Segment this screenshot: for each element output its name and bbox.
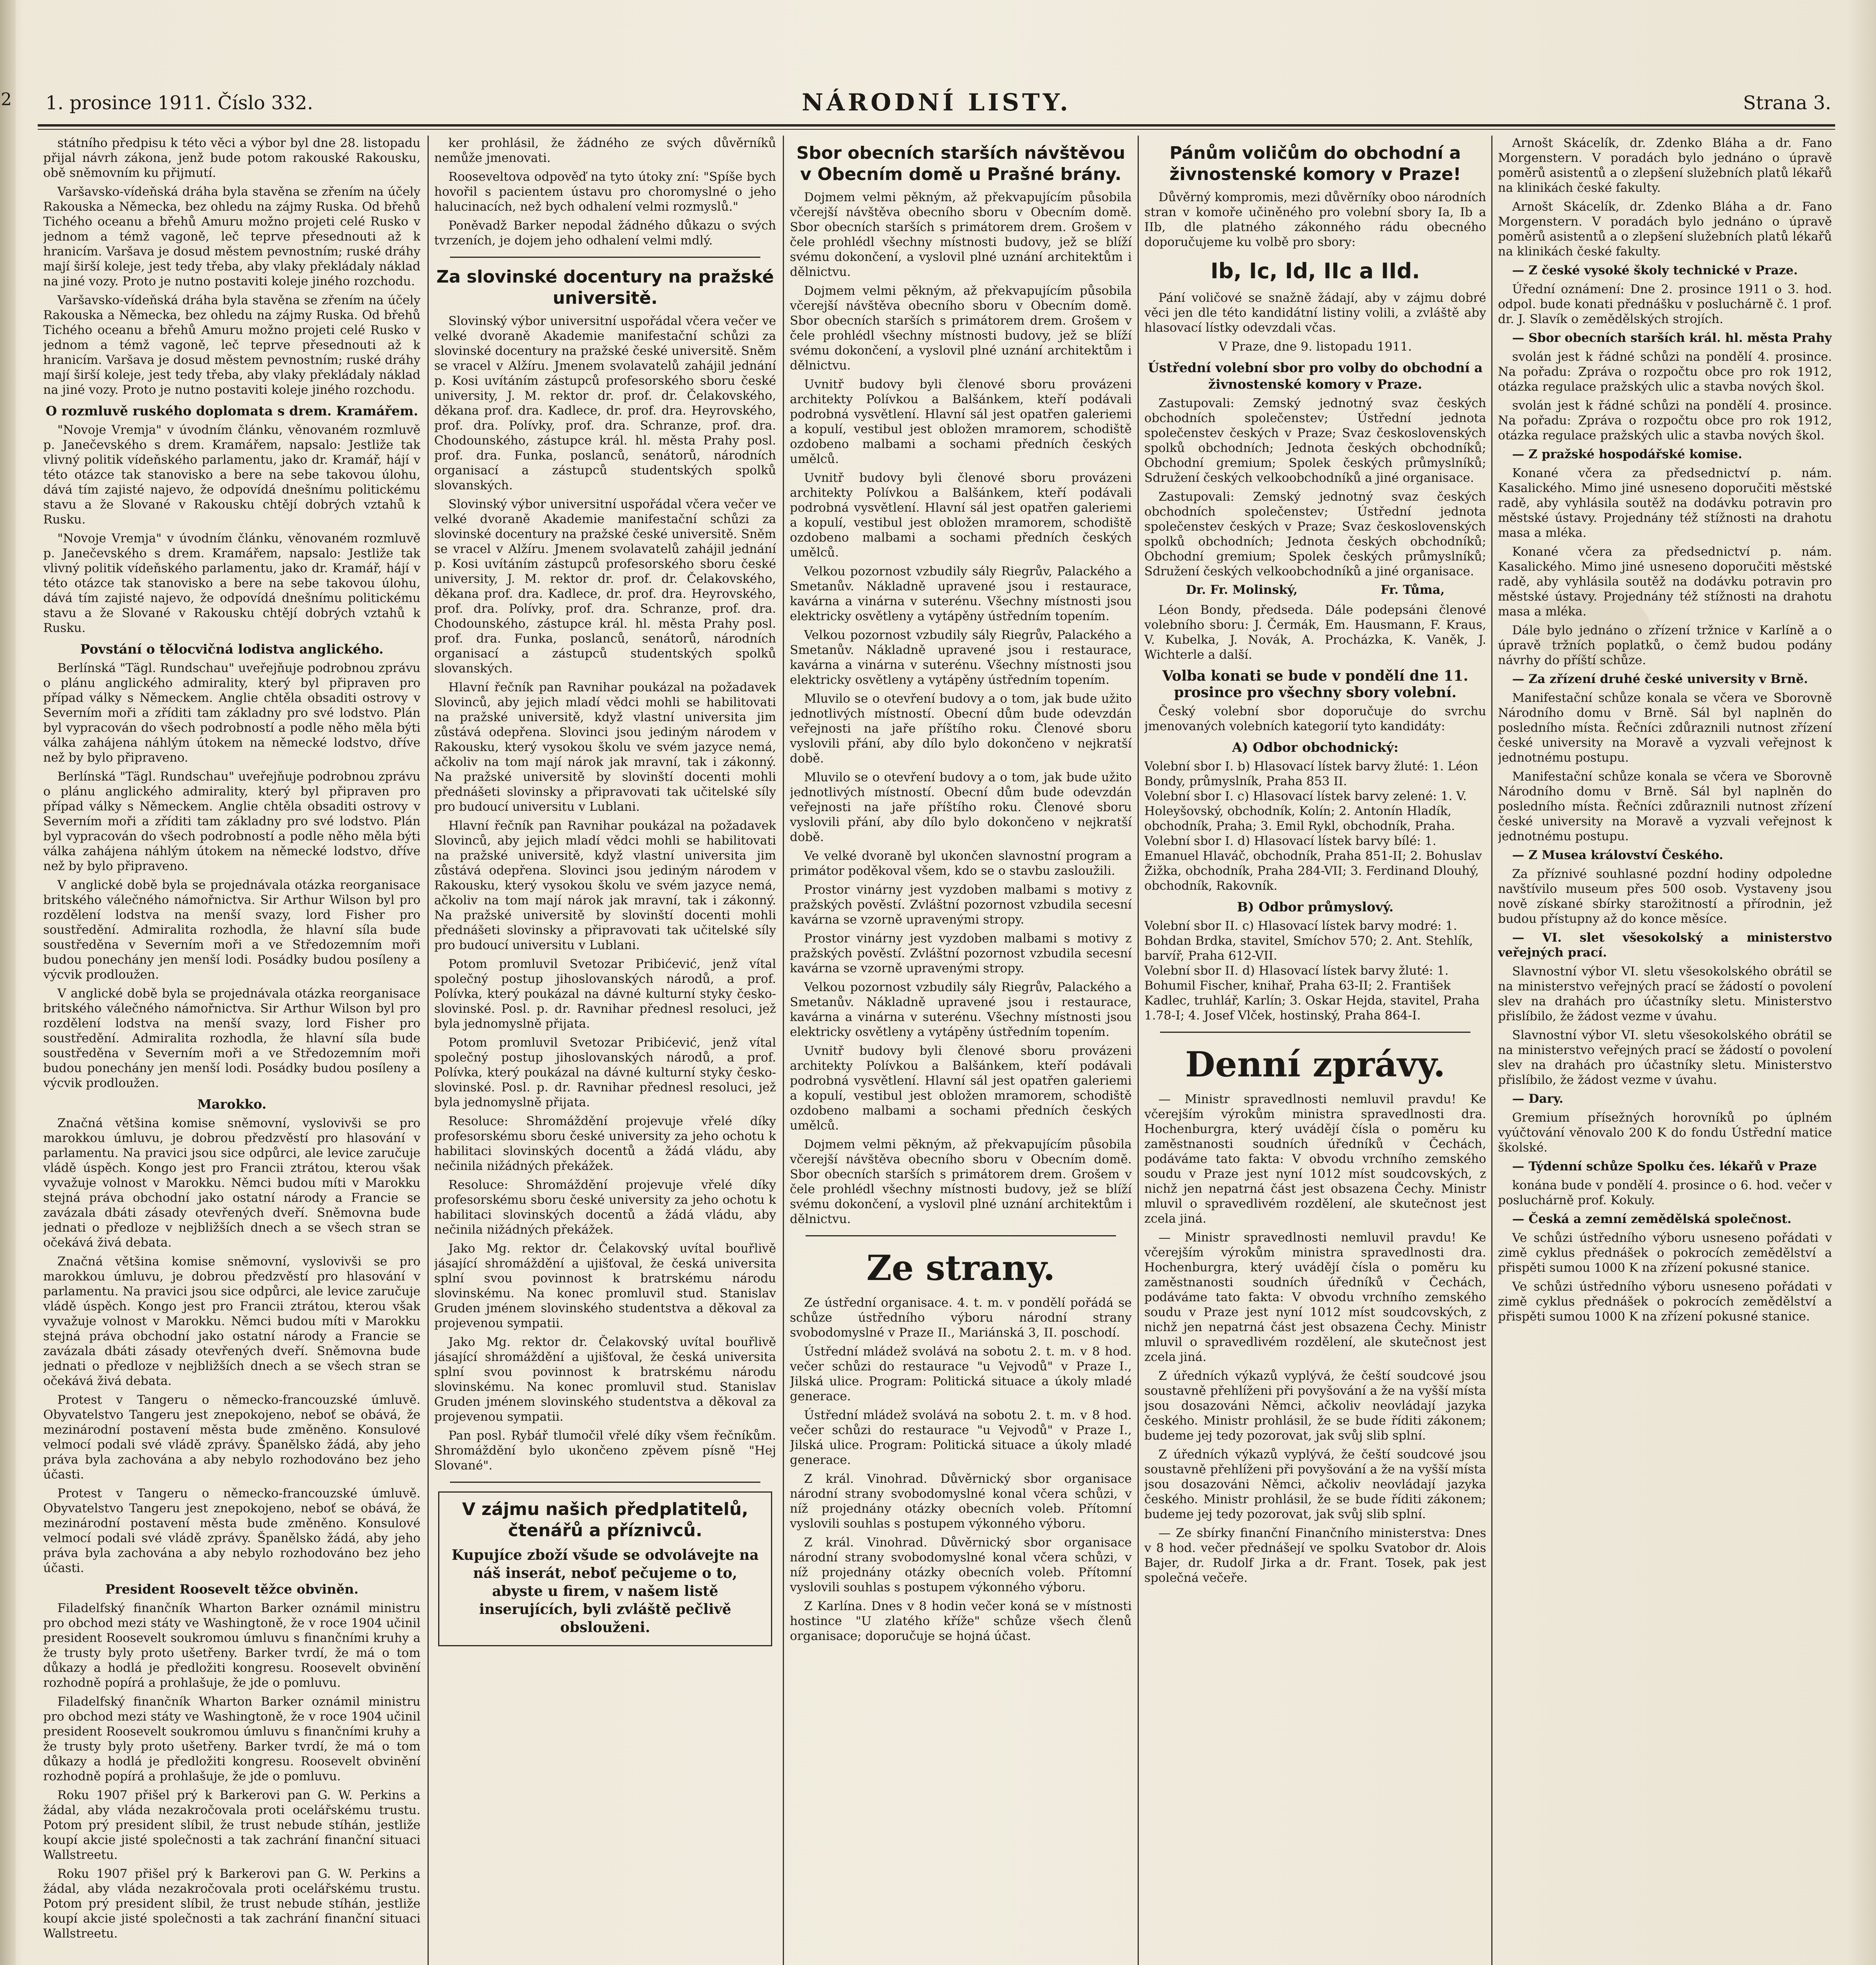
election-heading: Pánům voličům do obchodní a živnostenské komory v Praze!	[1169, 143, 1461, 184]
article-text: Z úředních výkazů vyplývá, že čeští soudcové jsou soustavně přehlíženi při povyšování a že na vyšší místa jsou dosazováni Němci, ačkoliv neovládají jazyka českého. Ministr prohlásil, že se bude říditi zákonem; budeme jej tedy pozorovat, jak svůj slib splní.	[1144, 1447, 1486, 1521]
article-heading: Za slovinské docentury na pražské universitě.	[436, 267, 774, 308]
article-text: Ve schůzi ústředního výboru usneseno pořádati v zimě cyklus přednášek o pokrocích zemědělství a přispěti sumou 1000 K na zřízení pokusné stanice.	[1498, 1280, 1832, 1324]
article-heading: Povstání o tělocvičná lodistva anglického.	[80, 641, 384, 657]
article-text: Roku 1907 přišel prý k Barkerovi pan G. W. Perkins a žádal, aby vláda nezakročovala proti ocelářskému trustu. Potom prý president slíbil, že trust nebude stíhán, jestliže koupí akcie jisté společnosti a tak zachrání finanční situaci Wallstreetu.	[43, 1867, 420, 1941]
article-text: Zastupovali: Zemský jednotný svaz českých obchodních společenstev; Ústřední jednota společenstev českých v Praze; Svaz československých spolků obchodních; Jednota českých obchodníků; Obchodní gremium; Spolek českých průmyslníků; Sdružení českých velkoobchodníků a jiné organisace.	[1144, 396, 1486, 485]
article-text: Mluvilo se o otevření budovy a o tom, jak bude užito jednotlivých místností. Obecní dům bude odevzdán veřejnosti na jaře příštího roku. Členové sboru vyslovili přání, aby dílo bylo dokončeno v nejkratší době.	[790, 770, 1132, 844]
article-text: Velkou pozornost vzbudily sály Riegrův, Palackého a Smetanův. Nákladně upravené jsou i restaurace, kavárna a vinárna v suterénu. Všechny místnosti jsou elektricky osvětleny a vytápěny ústředním topením.	[790, 628, 1132, 687]
article-text: Slavnostní výbor VI. sletu všesokolského obrátil se na ministerstvo veřejných prací se žádostí o povolení slev na drahách pro účastníky sletu. Ministerstvo přislíbilo, že žádost vezme v úvahu.	[1498, 1028, 1832, 1087]
article-text: Z Karlína. Dnes v 8 hodin večer koná se v místnosti hostince "U zlatého kříže" schůze všech členů organisace; doporučuje se hojná účast.	[790, 1599, 1132, 1643]
article-text: Ústřední mládež svolává na sobotu 2. t. m. v 8 hod. večer schůzi do restaurace "u Vejvodů" v Praze I., Jilská ulice. Program: Politická situace a úkoly mladé generace.	[790, 1344, 1132, 1403]
date-line: V Praze, dne 9. listopadu 1911.	[1219, 340, 1412, 354]
header-rule	[38, 129, 1835, 130]
article-text: Manifestační schůze konala se včera ve Sborovně Národního domu v Brně. Sál byl naplněn do posledního místa. Řečníci zdůraznili nutnost zřízení české university na Moravě a vyzvali veřejnost k jednotnému postupu.	[1498, 691, 1832, 765]
column-1	[43, 136, 420, 1965]
previous-page-edge	[0, 0, 16, 1965]
candidate-list: Volební sbor II. d) Hlasovací lístek barvy žluté: 1. Bohumil Fischer, knihař, Praha 63-II; 2. František Kadlec, truhlář, Karlín; 3. Oskar Hejda, stavitel, Praha 1.78-I; 4. Josef Vlček, hostinský, Praha 864-I.	[1144, 964, 1480, 1023]
article-text: Úřední oznámení: Dne 2. prosince 1911 o 3. hod. odpol. bude konati přednášku v posluchárně č. 1 prof. dr. J. Slavík o zemědělských strojích.	[1498, 282, 1832, 326]
article-text: Protest v Tangeru o německo-francouzské úmluvě. Obyvatelstvo Tangeru jest znepokojeno, neboť se obává, že mezinárodní postavení města bude změněno. Konsulové velmocí podali své vládě zprávy. Španělsko žádá, aby jeho práva byla zachována a aby nebylo rozhodováno bez jeho účasti.	[43, 1393, 420, 1482]
article-text: Berlínská "Tägl. Rundschau" uveřejňuje podrobnou zprávu o plánu anglického admirality, který byl připraven pro případ války s Německem. Anglie chtěla obsaditi ostrovy v Severním moři a zříditi tam základny pro své lodstvo. Plán byl vypracován do všech podrobností a podle něho měla býti válka zahájena náhlým útokem na německé lodstvo, dříve než by bylo připraveno.	[43, 769, 420, 873]
article-text: Prostor vinárny jest vyzdoben malbami s motivy z pražských pověstí. Zvláštní pozornost vzbudila secesní kavárna se vzorně upravenými stropy.	[790, 883, 1132, 927]
article-heading: President Roosevelt těžce obviněn.	[105, 1581, 359, 1597]
election-date-heading: Volba konati se bude v pondělí dne 11. prosince pro všechny sbory volební.	[1162, 668, 1468, 701]
article-text: Důvěrný kompromis, mezi důvěrníky oboo národních stran v komoře učiněného pro volební sbory Ia, Ib a IIb, dle platného zákonného rádu obecného doporučujeme ku volbě pro sbory:	[1144, 190, 1486, 249]
article-text: Z úředních výkazů vyplývá, že čeští soudcové jsou soustavně přehlíženi při povyšování a že na vyšší místa jsou dosazováni Němci, ačkoliv neovládají jazyka českého. Ministr prohlásil, že se bude říditi zákonem; budeme jej tedy pozorovat, jak svůj slib splní.	[1144, 1369, 1486, 1443]
candidate-list: Volební sbor I. d) Hlasovací lístek barvy bílé: 1. Emanuel Hlaváč, obchodník, Praha 851-II; 2. Bohuslav Žižka, obchodník, Praha 284-VII; 3. Ferdinand Dlouhý, obchodník, Rakovník.	[1144, 834, 1482, 893]
notice-text: Kupujíce zboží všude se odvolávejte na náš inserát, neboť pečujeme o to, abyste u firem, v našem listě inserujících, byli zvláště pečlivě obslouženi.	[452, 1547, 759, 1636]
article-text: Slovinský výbor universitní uspořádal včera večer ve velké dvoraně Akademie manifestační schůzi za slovinské docentury na pražské české universitě. Sněm se vracel v Alžíru. Jmenem svolavatelů zahájil jednání p. Kosi uvítáním zástupců profesorského sboru české university, J. M. rektor dr. prof. dr. Čelakovského, děkana prof. dra. Kadlece, dr. prof. dra. Heyrovského, prof. dra. Polívky, prof. dra. Schranze, prof. dra. Chodounského, zástupce král. hl. města Prahy posl. prof. dra. Funka, poslanců, senátorů, národních organisací a zástupců studentských spolků slovanských.	[434, 314, 776, 492]
section-divider	[806, 1235, 1116, 1236]
news-heading: — Česká a zemní zemědělská společnost.	[1512, 1212, 1792, 1226]
committee-name: Ústřední volební sbor pro volby do obchodní a živnostenské komory v Praze.	[1147, 360, 1483, 392]
candidate-list: Volební sbor II. c) Hlasovací lístek barvy modré: 1. Bohdan Brdka, stavitel, Smíchov 570; 2. Ant. Stehlík, barvíř, Praha 612-VII.	[1144, 919, 1473, 963]
section-heading-ze-strany: Ze strany.	[866, 1247, 1055, 1288]
article-text: Konané včera za předsednictví p. nám. Kasalického. Mimo jiné usneseno doporučiti městské radě, aby vyhlásila soutěž na dodávku potravin pro městské ústavy. Projednány též stížnosti na drahotu masa a mléka.	[1498, 466, 1832, 540]
article-text: Český volební sbor doporučuje do svrchu jmenovaných volebních kategorií tyto kandidáty:	[1144, 704, 1486, 733]
article-text: konána bude v pondělí 4. prosince o 6. hod. večer v posluchárně prof. Kokuly.	[1498, 1178, 1832, 1207]
column-divider	[428, 136, 429, 1965]
article-text: státního předpisu k této věci a výbor byl dne 28. listopadu přijal návrh zákona, jenž bude potom rakouské Rakousku, obě sněmovním ku přijmutí.	[43, 136, 420, 180]
article-text: Léon Bondy, předseda. Dále podepsáni členové volebního sboru: J. Čermák, Em. Hausmann, F. Kraus, V. Kubelka, J. Novák, A. Procházka, K. Vaněk, J. Wichterle a další.	[1144, 603, 1486, 662]
news-heading: — Z pražské hospodářské komise.	[1512, 447, 1742, 461]
article-text: "Novoje Vremja" v úvodním článku, věnovaném rozmluvě p. Janečevského s drem. Kramářem, napsalo: Jestliže tak vlivný politik vídeňského parlamentu, jako dr. Kramář, hájí v této otázce tak stanovisko a bere na sebe takovou úlohu, dává tím zajisté najevo, že odpovídá dnešnímu politickému stavu a že Slované v Rakousku chtějí dobrých vztahů k Rusku.	[43, 423, 420, 527]
article-text: — Ministr spravedlnosti nemluvil pravdu! Ke včerejším výrokům ministra spravedlnosti dra. Hochenburgra, který uvádějí čísla o poměru ku zaměstnanosti soudních úředníků v Čechách, podáváme tato fakta: V obvodu vrchního zemského soudu v Praze jest nyní 1012 míst soudcovských, z nichž jen nepatrná část jest obsazena Čechy. Ministr mluvil o spravedlivém rozdělení, ale skutečnost jest zcela jiná.	[1144, 1230, 1486, 1364]
edge-page-number: 2	[1, 90, 12, 110]
article-text: Jako Mg. rektor dr. Čelakovský uvítal bouřlivě jásající shromáždění a ujišťoval, že česká universita splní svou povinnost k bratrskému národu slovinskému. Na konec promluvil stud. Stanislav Gruden jménem slovinského studentstva a děkoval za projevenou sympatii.	[434, 1335, 776, 1424]
article-text: Resoluce: Shromáždění projevuje vřelé díky profesorskému sboru české university za jeho ochotu k habilitaci slovinských docentů a žádá vládu, aby nečinila nižádných překážek.	[434, 1178, 776, 1237]
article-text: Ústřední mládež svolává na sobotu 2. t. m. v 8 hod. večer schůzi do restaurace "u Vejvodů" v Praze I., Jilská ulice. Program: Politická situace a úkoly mladé generace.	[790, 1408, 1132, 1467]
article-text: Pání voličové se snažně žádají, aby v zájmu dobré věci jen dle této kandidátní listiny volili, a zvláště aby hlasovací lístky odevzdali včas.	[1144, 291, 1486, 335]
news-heading: — Za zřízení druhé české university v Brně.	[1512, 672, 1808, 686]
section-divider	[450, 257, 760, 258]
candidate-list: Volební sbor I. c) Hlasovací lístek barvy zelené: 1. V. Holeyšovský, obchodník, Kolín; 2. Antonín Hladík, obchodník, Praha; 3. Emil Rykl, obchodník, Praha.	[1144, 789, 1467, 833]
article-heading: Marokko.	[197, 1096, 266, 1112]
article-text: Uvnitř budovy byli členové sboru provázeni architekty Polívkou a Balšánkem, kteří podávali podrobná vysvětlení. Hlavní sál jest opatřen galeriemi a kopulí, vestibul jest obložen mramorem, schodiště ozdobeno malbami a sochami předních českých umělců.	[790, 471, 1132, 560]
article-text: Potom promluvil Svetozar Pribićević, jenž vítal společný postup jihoslovanských národů, a prof. Polívka, který poukázal na dávné kulturní styky česko-slovinské. Posl. p. dr. Ravnihar přednesl resoluci, jež byla jednomyslně přijata.	[434, 957, 776, 1031]
candidate-list: Volební sbor I. b) Hlasovací lístek barvy žluté: 1. Léon Bondy, průmyslník, Praha 853 II.	[1144, 759, 1478, 788]
page-number: Strana 3.	[1743, 92, 1831, 114]
article-text: Uvnitř budovy byli členové sboru provázeni architekty Polívkou a Balšánkem, kteří podávali podrobná vysvětlení. Hlavní sál jest opatřen galeriemi a kopulí, vestibul jest obložen mramorem, schodiště ozdobeno malbami a sochami předních českých umělců.	[790, 377, 1132, 466]
news-heading: — Z Musea království Českého.	[1512, 848, 1724, 862]
article-text: Dále bylo jednáno o zřízení tržnice v Karlíně a o úpravě tržních poplatků, o čemž budou podány návrhy do příští schůze.	[1498, 623, 1832, 667]
article-text: Dojmem velmi pěkným, až překvapujícím působila včerejší návštěva obecního sboru v Obecním domě. Sbor obecních starších s primátorem drem. Grošem v čele prohlédl všechny místnosti budovy, jež se blíží svému dokončení, a vyslovil plné uznání architektům i dělnictvu.	[790, 1137, 1132, 1226]
news-heading: — VI. slet všesokolský a ministerstvo veřejných prací.	[1498, 931, 1832, 960]
column-5	[1498, 136, 1832, 1965]
voting-groups: Ib, Ic, Id, IIc a IId.	[1210, 259, 1420, 283]
article-text: Ve velké dvoraně byl ukončen slavnostní program a primátor poděkoval všem, kdo se o stavbu zasloužili.	[790, 849, 1132, 878]
article-text: Značná většina komise sněmovní, vyslovivši se pro marokkou úmluvu, je dobrou předzvěstí pro hlasování v parlamentu. Na pravici jsou sice odpůrci, ale levice zaručuje vládě úspěch. Kongo jest pro Francii ztrátou, kterou však vyvažuje volnost v Marokku. Němci budou míti v Marokku stejná práva obchodní jako ostatní národy a Francie se zavázala dbáti zásady otevřených dveří. Sněmovna bude jednati o předloze v nejbližších dnech a se všech stran se očekává živá debata.	[43, 1116, 420, 1250]
article-text: Hlavní řečník pan Ravnihar poukázal na požadavek Slovinců, aby jejich mladí vědci mohli se habilitovati na pražské universitě, když vlastní universita jim zůstává odepřena. Slovinci jsou jediným národem v Rakousku, který vysokou školu ve svém jazyce nemá, ačkoliv na tom mají nárok jak mravní, tak i zákonný. Na pražské universitě by slovinští docenti mohli přednášeti slovinsky a připravovati tak učitelské síly pro budoucí universitu v Lublani.	[434, 680, 776, 814]
article-text: Rooseveltova odpověď na tyto útoky zní: "Spíše bych hovořil s pacientem ústavu pro choromyslné o jeho halucinacích, než bych odhalení velmi rozmyslů."	[434, 170, 776, 214]
section-subheading: B) Odbor průmyslový.	[1237, 899, 1394, 915]
article-text: Velkou pozornost vzbudily sály Riegrův, Palackého a Smetanův. Nákladně upravené jsou i restaurace, kavárna a vinárna v suterénu. Všechny místnosti jsou elektricky osvětleny a vytápěny ústředním topením.	[790, 980, 1132, 1039]
article-text: svolán jest k řádné schůzi na pondělí 4. prosince. Na pořadu: Zpráva o rozpočtu obce pro rok 1912, otázka regulace pražských ulic a stavba nových škol.	[1498, 399, 1832, 443]
article-text: Manifestační schůze konala se včera ve Sborovně Národního domu v Brně. Sál byl naplněn do posledního místa. Řečníci zdůraznili nutnost zřízení české university na Moravě a vyzvali veřejnost k jednotnému postupu.	[1498, 769, 1832, 843]
article-text: — Ze sbírky finanční Finančního ministerstva: Dnes v 8 hod. večer přednášejí ve spolku Svatobor dr. Alois Bajer, dr. Rudolf Jirka a dr. Frant. Tosek, pak jest společná večeře.	[1144, 1526, 1486, 1585]
news-heading: — Týdenní schůze Spolku čes. lékařů v Praze	[1512, 1159, 1817, 1173]
news-heading: — Sbor obecních starších král. hl. města Prahy	[1512, 331, 1832, 345]
column-2	[434, 136, 776, 1965]
article-text: ker prohlásil, že žádného ze svých důvěrníků nemůže jmenovati.	[434, 136, 776, 165]
article-text: Za příznivé souhlasné pozdní hodiny odpoledne navštívilo museum přes 500 osob. Vystaveny jsou nově získané sbírky starožitností a přírodnin, jež budou přístupny až do konce měsíce.	[1498, 867, 1832, 926]
article-text: Varšavsko-vídeňská dráha byla stavěna se zřením na účely Rakouska a Německa, bez ohledu na zájmy Ruska. Od břehů Tichého oceanu a břehů Amuru možno projeti celé Rusko v jednom a témž vagoně, leč teprve přesednouti až k hranicím. Varšava je dosud městem pevnostním; ruské dráhy mají širší koleje, jest tedy třeba, aby vlaky překládaly náklad na jiné vozy. Proto je nutno postaviti koleje jiného rozchodu.	[43, 293, 420, 397]
news-heading: — Z české vysoké školy technické v Praze.	[1512, 263, 1798, 277]
article-text: Gremium přísežných horovníků po úplném vyúčtování věnovalo 200 K do fondu Ústřední matice školské.	[1498, 1111, 1832, 1155]
article-text: Ze ústřední organisace. 4. t. m. v pondělí pořádá se schůze ústředního výboru národní strany svobodomyslné v Praze II., Mariánská 3, II. poschodí.	[790, 1296, 1132, 1340]
column-divider	[783, 136, 784, 1965]
signature-left: Dr. Fr. Molinský,	[1186, 583, 1298, 597]
column-3	[790, 136, 1132, 1965]
article-heading: Sbor obecních starších návštěvou v Obecním domě u Prašné brány.	[796, 143, 1125, 184]
article-text: Z král. Vinohrad. Důvěrnický sbor organisace národní strany svobodomyslné konal včera schůzi, v níž projednány otázky obecních voleb. Přítomní vyslovili souhlas s postupem výkonného výboru.	[790, 1472, 1132, 1531]
section-divider	[1160, 1032, 1470, 1033]
article-text: — Ministr spravedlnosti nemluvil pravdu! Ke včerejším výrokům ministra spravedlnosti dra. Hochenburgra, který uvádějí čísla o poměru ku zaměstnanosti soudních úředníků v Čechách, podáváme tato fakta: V obvodu vrchního zemského soudu v Praze jest nyní 1012 míst soudcovských, z nichž jen nepatrná část jest obsazena Čechy. Ministr mluvil o spravedlivém rozdělení, ale skutečnost jest zcela jiná.	[1144, 1092, 1486, 1226]
masthead: NÁRODNÍ LISTY.	[802, 89, 1071, 116]
signatures	[1144, 583, 1486, 597]
article-text: Protest v Tangeru o německo-francouzské úmluvě. Obyvatelstvo Tangeru jest znepokojeno, neboť se obává, že mezinárodní postavení města bude změněno. Konsulové velmocí podali své vládě zprávy. Španělsko žádá, aby jeho práva byla zachována a aby nebylo rozhodováno bez jeho účasti.	[43, 1486, 420, 1575]
header-rule	[38, 124, 1835, 127]
news-heading: — Dary.	[1512, 1092, 1564, 1106]
column-divider	[1491, 136, 1492, 1965]
signature-right: Fr. Tůma,	[1380, 583, 1445, 597]
article-text: Pan posl. Rybář tlumočil vřelé díky všem řečníkům. Shromáždění bylo ukončeno zpěvem písně "Hej Slované".	[434, 1429, 776, 1473]
article-text: Poněvadž Barker nepodal žádného důkazu o svých tvrzeních, je dojem jeho odhalení velmi mdlý.	[434, 219, 776, 248]
article-text: Dojmem velmi pěkným, až překvapujícím působila včerejší návštěva obecního sboru v Obecním domě. Sbor obecních starších s primátorem drem. Grošem v čele prohlédl všechny místnosti budovy, jež se blíží svému dokončení, a vyslovil plné uznání architektům i dělnictvu.	[790, 190, 1132, 279]
article-text: Uvnitř budovy byli členové sboru provázeni architekty Polívkou a Balšánkem, kteří podávali podrobná vysvětlení. Hlavní sál jest opatřen galeriemi a kopulí, vestibul jest obložen mramorem, schodiště ozdobeno malbami a sochami předních českých umělců.	[790, 1044, 1132, 1133]
article-text: svolán jest k řádné schůzi na pondělí 4. prosince. Na pořadu: Zpráva o rozpočtu obce pro rok 1912, otázka regulace pražských ulic a stavba nových škol.	[1498, 350, 1832, 394]
article-text: Velkou pozornost vzbudily sály Riegrův, Palackého a Smetanův. Nákladně upravené jsou i restaurace, kavárna a vinárna v suterénu. Všechny místnosti jsou elektricky osvětleny a vytápěny ústředním topením.	[790, 564, 1132, 623]
notice-heading: V zájmu našich předplatitelů, čtenářů a příznivců.	[462, 1499, 749, 1541]
article-text: V anglické době byla se projednávala otázka reorganisace britského válečného námořnictva. Sir Arthur Wilson byl pro rozdělení lodstva na menší svazy, lord Fisher pro soustředění. Admiralita rozhodla, že hlavní síla bude soustředěna v Severním moři a ve Středozemním moři budou ponechány jen menší lodi. Posádky budou posíleny a výcvik prodloužen.	[43, 986, 420, 1090]
article-text: Značná většina komise sněmovní, vyslovivši se pro marokkou úmluvu, je dobrou předzvěstí pro hlasování v parlamentu. Na pravici jsou sice odpůrci, ale levice zaručuje vládě úspěch. Kongo jest pro Francii ztrátou, kterou však vyvažuje volnost v Marokku. Němci budou míti v Marokku stejná práva obchodní jako ostatní národy a Francie se zavázala dbáti zásady otevřených dveří. Sněmovna bude jednati o předloze v nejbližších dnech a se všech stran se očekává živá debata.	[43, 1254, 420, 1388]
article-text: Berlínská "Tägl. Rundschau" uveřejňuje podrobnou zprávu o plánu anglického admirality, který byl připraven pro případ války s Německem. Anglie chtěla obsaditi ostrovy v Severním moři a zříditi tam základny pro své lodstvo. Plán byl vypracován do všech podrobností a podle něho měla býti válka zahájena náhlým útokem na německé lodstvo, dříve než by bylo připraveno.	[43, 661, 420, 765]
article-text: Prostor vinárny jest vyzdoben malbami s motivy z pražských pověstí. Zvláštní pozornost vzbudila secesní kavárna se vzorně upravenými stropy.	[790, 931, 1132, 975]
article-text: Slavnostní výbor VI. sletu všesokolského obrátil se na ministerstvo veřejných prací se žádostí o povolení slev na drahách pro účastníky sletu. Ministerstvo přislíbilo, že žádost vezme v úvahu.	[1498, 964, 1832, 1023]
article-text: Ve schůzi ústředního výboru usneseno pořádati v zimě cyklus přednášek o pokrocích zemědělství a přispěti sumou 1000 K na zřízení pokusné stanice.	[1498, 1231, 1832, 1275]
article-text: Slovinský výbor universitní uspořádal včera večer ve velké dvoraně Akademie manifestační schůzi za slovinské docentury na pražské české universitě. Sněm se vracel v Alžíru. Jmenem svolavatelů zahájil jednání p. Kosi uvítáním zástupců profesorského sboru české university, J. M. rektor dr. prof. dr. Čelakovského, děkana prof. dra. Kadlece, dr. prof. dra. Heyrovského, prof. dra. Polívky, prof. dra. Schranze, prof. dra. Chodounského, zástupce král. hl. města Prahy posl. prof. dra. Funka, poslanců, senátorů, národních organisací a zástupců studentských spolků slovanských.	[434, 497, 776, 676]
column-4	[1144, 136, 1486, 1965]
section-subheading: A) Odbor obchodnický:	[1232, 740, 1399, 755]
article-text: Resoluce: Shromáždění projevuje vřelé díky profesorskému sboru české university za jeho ochotu k habilitaci slovinských docentů a žádá vládu, aby nečinila nižádných překážek.	[434, 1114, 776, 1173]
section-divider	[450, 1482, 760, 1483]
article-text: Arnošt Skácelík, dr. Zdenko Bláha a dr. Fano Morgenstern. V poradách bylo jednáno o úpravě poměrů asistentů a o zlepšení služebních platů lékařů na klinikách české fakulty.	[1498, 200, 1832, 259]
subscriber-notice	[438, 1491, 772, 1646]
article-text: V anglické době byla se projednávala otázka reorganisace britského válečného námořnictva. Sir Arthur Wilson byl pro rozdělení lodstva na menší svazy, lord Fisher pro soustředění. Admiralita rozhodla, že hlavní síla bude soustředěna v Severním moři a ve Středozemním moři budou ponechány jen menší lodi. Posádky budou posíleny a výcvik prodloužen.	[43, 878, 420, 982]
page-header	[38, 87, 1835, 123]
article-text: Varšavsko-vídeňská dráha byla stavěna se zřením na účely Rakouska a Německa, bez ohledu na zájmy Ruska. Od břehů Tichého oceanu a břehů Amuru možno projeti celé Rusko v jednom a témž vagoně, leč teprve přesednouti až k hranicím. Varšava je dosud městem pevnostním; ruské dráhy mají širší koleje, jest tedy třeba, aby vlaky překládaly náklad na jiné vozy. Proto je nutno postaviti koleje jiného rozchodu.	[43, 185, 420, 288]
article-text: Arnošt Skácelík, dr. Zdenko Bláha a dr. Fano Morgenstern. V poradách bylo jednáno o úpravě poměrů asistentů a o zlepšení služebních platů lékařů na klinikách české fakulty.	[1498, 136, 1832, 195]
issue-date: 1. prosince 1911. Číslo 332.	[46, 92, 313, 114]
article-text: Konané včera za předsednictví p. nám. Kasalického. Mimo jiné usneseno doporučiti městské radě, aby vyhlásila soutěž na dodávku potravin pro městské ústavy. Projednány též stížnosti na drahotu masa a mléka.	[1498, 545, 1832, 619]
article-text: "Novoje Vremja" v úvodním článku, věnovaném rozmluvě p. Janečevského s drem. Kramářem, napsalo: Jestliže tak vlivný politik vídeňského parlamentu, jako dr. Kramář, hájí v této otázce tak stanovisko a bere na sebe takovou úlohu, dává tím zajisté najevo, že odpovídá dnešnímu politickému stavu a že Slované v Rakousku chtějí dobrých vztahů k Rusku.	[43, 531, 420, 635]
article-text: Potom promluvil Svetozar Pribićević, jenž vítal společný postup jihoslovanských národů, a prof. Polívka, který poukázal na dávné kulturní styky česko-slovinské. Posl. p. dr. Ravnihar přednesl resoluci, jež byla jednomyslně přijata.	[434, 1036, 776, 1109]
article-text: Z král. Vinohrad. Důvěrnický sbor organisace národní strany svobodomyslné konal včera schůzi, v níž projednány otázky obecních voleb. Přítomní vyslovili souhlas s postupem výkonného výboru.	[790, 1535, 1132, 1594]
article-text: Mluvilo se o otevření budovy a o tom, jak bude užito jednotlivých místností. Obecní dům bude odevzdán veřejnosti na jaře příštího roku. Členové sboru vyslovili přání, aby dílo bylo dokončeno v nejkratší době.	[790, 692, 1132, 766]
article-text: Filadelfský finančník Wharton Barker oznámil ministru pro obchod mezi státy ve Washingtoně, že v roce 1904 učinil president Roosevelt soukromou úmluvu s finančními kruhy a že trusty byly proto ušetřeny. Barker tvrdí, že má o tom důkazy a hodlá je předložiti kongresu. Roosevelt obvinění rozhodně popírá a prohlašuje, že jde o pomluvu.	[43, 1695, 420, 1783]
article-text: Zastupovali: Zemský jednotný svaz českých obchodních společenstev; Ústřední jednota společenstev českých v Praze; Svaz československých spolků obchodních; Jednota českých obchodníků; Obchodní gremium; Spolek českých průmyslníků; Sdružení českých velkoobchodníků a jiné organisace.	[1144, 490, 1486, 578]
section-heading-denni-zpravy: Denní zprávy.	[1185, 1044, 1446, 1085]
article-text: Dojmem velmi pěkným, až překvapujícím působila včerejší návštěva obecního sboru v Obecním domě. Sbor obecních starších s primátorem drem. Grošem v čele prohlédl všechny místnosti budovy, jež se blíží svému dokončení, a vyslovil plné uznání architektům i dělnictvu.	[790, 284, 1132, 373]
article-heading: O rozmluvě ruského doplomata s drem. Kramářem.	[46, 403, 418, 419]
article-text: Roku 1907 přišel prý k Barkerovi pan G. W. Perkins a žádal, aby vláda nezakročovala proti ocelářskému trustu. Potom prý president slíbil, že trust nebude stíhán, jestliže koupí akcie jisté společnosti a tak zachrání finanční situaci Wallstreetu.	[43, 1788, 420, 1862]
article-text: Filadelfský finančník Wharton Barker oznámil ministru pro obchod mezi státy ve Washingtoně, že v roce 1904 učinil president Roosevelt soukromou úmluvu s finančními kruhy a že trusty byly proto ušetřeny. Barker tvrdí, že má o tom důkazy a hodlá je předložiti kongresu. Roosevelt obvinění rozhodně popírá a prohlašuje, že jde o pomluvu.	[43, 1601, 420, 1690]
column-divider	[1138, 136, 1139, 1965]
article-text: Hlavní řečník pan Ravnihar poukázal na požadavek Slovinců, aby jejich mladí vědci mohli se habilitovati na pražské universitě, když vlastní universita jim zůstává odepřena. Slovinci jsou jediným národem v Rakousku, který vysokou školu ve svém jazyce nemá, ačkoliv na tom mají nárok jak mravní, tak i zákonný. Na pražské universitě by slovinští docenti mohli přednášeti slovinsky a připravovati tak učitelské síly pro budoucí universitu v Lublani.	[434, 819, 776, 952]
article-text: Jako Mg. rektor dr. Čelakovský uvítal bouřlivě jásající shromáždění a ujišťoval, že česká universita splní svou povinnost k bratrskému národu slovinskému. Na konec promluvil stud. Stanislav Gruden jménem slovinského studentstva a děkoval za projevenou sympatii.	[434, 1241, 776, 1330]
